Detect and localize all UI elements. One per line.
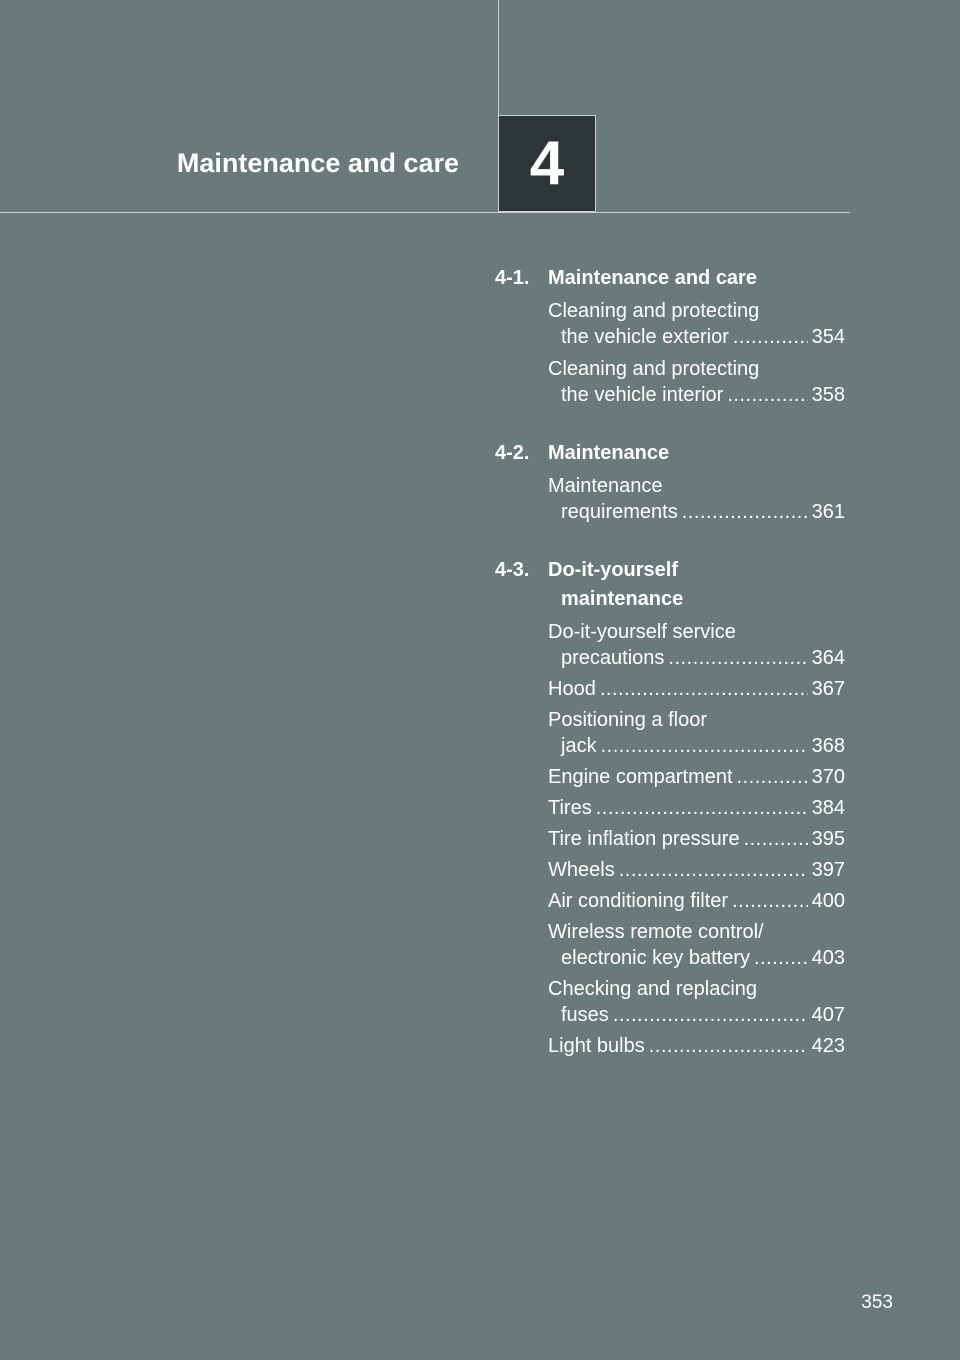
toc-page-number: 367	[811, 678, 845, 700]
dot-leader	[682, 501, 808, 524]
toc-entry-link[interactable]	[561, 647, 845, 670]
toc-page-number: 407	[811, 1004, 845, 1026]
dot-leader	[596, 797, 808, 820]
toc-section-number: 4-3.	[495, 559, 530, 581]
toc-entry-label: Hood	[548, 678, 596, 700]
toc-page-number: 364	[811, 647, 845, 669]
toc-entry-label: precautions	[561, 647, 665, 669]
toc-entry-label: Tires	[548, 797, 592, 819]
toc-page-number: 397	[811, 859, 845, 881]
toc-entry-label: the vehicle interior	[561, 384, 724, 406]
dot-leader	[733, 326, 808, 349]
toc-entry-label: jack	[561, 735, 597, 757]
toc-entry-link[interactable]	[548, 859, 845, 882]
toc-entry-label: Engine compartment	[548, 766, 733, 788]
toc-entry-label: the vehicle exterior	[561, 326, 729, 348]
toc-section-title: Do-it-yourself	[548, 559, 678, 581]
toc-section-title: Maintenance	[548, 442, 670, 464]
toc-entry-label: electronic key battery	[561, 947, 750, 969]
toc-entry-link[interactable]	[561, 735, 845, 758]
toc-entry-label: Do-it-yourself service	[548, 621, 736, 643]
toc-entry-link[interactable]	[561, 1004, 845, 1027]
toc-entry-label: Wheels	[548, 859, 615, 881]
dot-leader	[619, 859, 808, 882]
toc-entry-link[interactable]	[548, 1035, 845, 1058]
dot-leader	[649, 1035, 808, 1058]
dot-leader	[668, 647, 807, 670]
dot-leader	[754, 947, 808, 970]
dot-leader	[601, 735, 808, 758]
toc-section-title: Maintenance and care	[548, 267, 757, 289]
toc-entry-label: Light bulbs	[548, 1035, 645, 1057]
toc-entry-link[interactable]	[548, 890, 845, 913]
toc-entry-link[interactable]	[548, 828, 845, 851]
toc-entry-label: Maintenance	[548, 475, 663, 497]
toc-page-number: 368	[811, 735, 845, 757]
dot-leader	[732, 890, 808, 913]
toc-entry-label: Checking and replacing	[548, 978, 758, 1000]
toc-entry-label: requirements	[561, 501, 678, 523]
toc-entry-link[interactable]	[561, 947, 845, 970]
toc-page-number: 361	[811, 501, 845, 523]
toc-entry-link[interactable]	[548, 766, 845, 789]
toc-entry-link[interactable]	[561, 501, 845, 524]
toc-page-number: 370	[811, 766, 845, 788]
toc-entry-label: fuses	[561, 1004, 609, 1026]
dot-leader	[613, 1004, 808, 1027]
toc-entry-label: Cleaning and protecting	[548, 300, 760, 322]
toc-section-title: maintenance	[561, 588, 684, 610]
toc-entry-link[interactable]	[561, 384, 845, 407]
toc-section-number: 4-1.	[495, 267, 530, 289]
toc-entry-link[interactable]	[548, 678, 845, 701]
dot-leader	[737, 766, 808, 789]
toc-entry-label: Tire inflation pressure	[548, 828, 740, 850]
toc-entry-label: Wireless remote control/	[548, 921, 764, 943]
toc-entry-label: Air conditioning filter	[548, 890, 729, 912]
toc-section-number: 4-2.	[495, 442, 530, 464]
toc-page-number: 403	[811, 947, 845, 969]
toc-page-number: 358	[811, 384, 845, 406]
toc-page-number: 395	[811, 828, 845, 850]
toc-page-number: 400	[811, 890, 845, 912]
toc-page-number: 384	[811, 797, 845, 819]
toc-entry-link[interactable]	[548, 797, 845, 820]
page-number: 353	[861, 1292, 893, 1313]
toc-page-number: 423	[811, 1035, 845, 1057]
chapter-number: 4	[529, 128, 565, 198]
dot-leader	[727, 384, 807, 407]
dot-leader	[600, 678, 808, 701]
section-title: Maintenance and care	[176, 148, 459, 178]
toc-entry-label: Cleaning and protecting	[548, 358, 760, 380]
toc-page-number: 354	[811, 326, 845, 348]
toc-entry-label: Positioning a floor	[548, 709, 707, 731]
toc-entry-link[interactable]	[561, 326, 845, 349]
dot-leader	[744, 828, 808, 851]
